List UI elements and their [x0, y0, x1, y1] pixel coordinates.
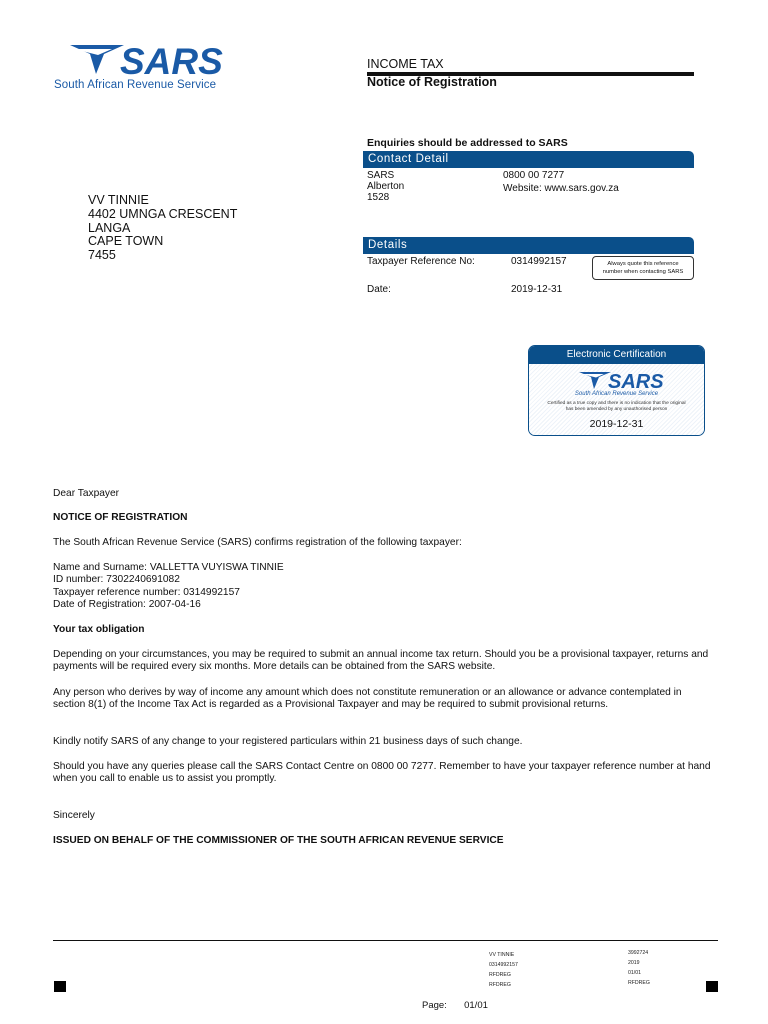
cert-sars-logo-icon — [575, 368, 665, 392]
quote-note-line: Always quote this reference — [607, 261, 679, 267]
recipient-address — [88, 194, 237, 263]
footer-code: VV TINNIE — [489, 952, 515, 958]
footer-code: 0314992157 — [489, 962, 518, 968]
issued-by: ISSUED ON BEHALF OF THE COMMISSIONER OF THE SOUTH AFRICAN REVENUE SERVICE — [53, 835, 504, 846]
taxpayer-info — [53, 562, 713, 612]
obligation-heading: Your tax obligation — [53, 624, 145, 635]
recipient-line: CAPE TOWN — [88, 234, 164, 249]
page-number — [422, 1000, 488, 1011]
paragraph-1: Depending on your circumstances, you may be required to submit an annual income tax return. Should you be a provisional taxpayer, returns and payments will be required every six months. More details can be obtained from the SARS website. — [53, 649, 709, 673]
recipient-line: 4402 UMNGA CRESCENT — [88, 206, 238, 221]
taxpayer-ref-label: Taxpayer Reference No: — [367, 256, 475, 267]
footer-code: 2019 — [628, 960, 640, 966]
electronic-certification-stamp — [528, 345, 705, 436]
footer-code: RFDREG — [628, 980, 650, 986]
cert-date: 2019-12-31 — [589, 418, 644, 430]
paragraph-4: Should you have any queries please call the SARS Contact Centre on 0800 00 7277. Remember to have your taxpayer reference number at hand when you call to enable us to assist you promptly. — [53, 761, 711, 785]
cert-note — [535, 401, 698, 413]
income-tax-label: INCOME TAX — [367, 57, 444, 71]
contact-detail-bar: Contact Detail — [363, 151, 694, 168]
cert-logo-text: SARS — [608, 371, 664, 392]
closing: Sincerely — [53, 810, 95, 821]
footer-code: 01/01 — [628, 970, 641, 976]
contact-info — [503, 170, 619, 195]
sars-logo — [52, 40, 232, 100]
cert-note-line: Certified as a true copy and there is no indication that the original — [547, 401, 686, 406]
notice-title: Notice of Registration — [367, 75, 497, 89]
date-label: Date: — [367, 284, 391, 295]
sars-address-line: SARS — [367, 170, 395, 181]
sars-address-line: 1528 — [367, 192, 390, 203]
page-label: Page: — [422, 1000, 447, 1011]
contact-website: Website: www.sars.gov.za — [503, 182, 619, 194]
salutation: Dear Taxpayer — [53, 488, 120, 499]
taxpayer-id: ID number: 7302240691082 — [53, 574, 180, 586]
registration-date: Date of Registration: 2007-04-16 — [53, 599, 201, 611]
footer-code: 3992724 — [628, 950, 649, 956]
sars-address-line: Alberton — [367, 181, 405, 192]
footer-rule — [53, 940, 718, 941]
footer-col-1 — [489, 950, 518, 990]
contact-phone: 0800 00 7277 — [503, 170, 565, 181]
intro-paragraph: The South African Revenue Service (SARS) confirms registration of the following taxpayer: — [53, 537, 462, 548]
page-value: 01/01 — [464, 1000, 488, 1011]
registration-mark-left — [54, 981, 66, 992]
sars-logo-icon — [52, 40, 227, 80]
recipient-line: LANGA — [88, 220, 131, 235]
recipient-line: VV TINNIE — [88, 193, 149, 207]
taxpayer-ref-value: 0314992157 — [511, 256, 567, 267]
recipient-line: 7455 — [88, 248, 116, 263]
footer-code: RFDREG — [489, 972, 511, 978]
cert-subtitle: South African Revenue Service — [574, 391, 659, 397]
quote-reference-note — [592, 256, 694, 280]
cert-title: Electronic Certification — [529, 346, 704, 364]
taxpayer-ref: Taxpayer reference number: 0314992157 — [53, 586, 240, 598]
quote-note-line: number when contacting SARS — [602, 268, 684, 275]
registration-mark-right — [706, 981, 718, 992]
details-bar: Details — [363, 237, 694, 254]
footer-col-2 — [628, 948, 650, 988]
enquiries-text: Enquiries should be addressed to SARS — [367, 137, 568, 149]
paragraph-2: Any person who derives by way of income any amount which does not constitute remuneration or an allowance or advance contemplated in section 8(1) of the Income Tax Act is regarded as a Provisional Taxpayer and may be required to submit provisional returns. — [53, 687, 682, 711]
paragraph-3: Kindly notify SARS of any change to your registered particulars within 21 business days of such change. — [53, 736, 523, 747]
logo-subtitle: South African Revenue Service — [54, 79, 217, 91]
date-value: 2019-12-31 — [511, 284, 563, 295]
logo-text: SARS — [120, 41, 223, 80]
notice-heading: NOTICE OF REGISTRATION — [53, 512, 188, 523]
sars-address — [367, 170, 404, 203]
footer-code: RFDREG — [489, 982, 511, 988]
taxpayer-name: Name and Surname: VALLETTA VUYISWA TINNIE — [53, 562, 284, 573]
cert-note-line: has been amended by any unauthorised person — [565, 406, 668, 412]
